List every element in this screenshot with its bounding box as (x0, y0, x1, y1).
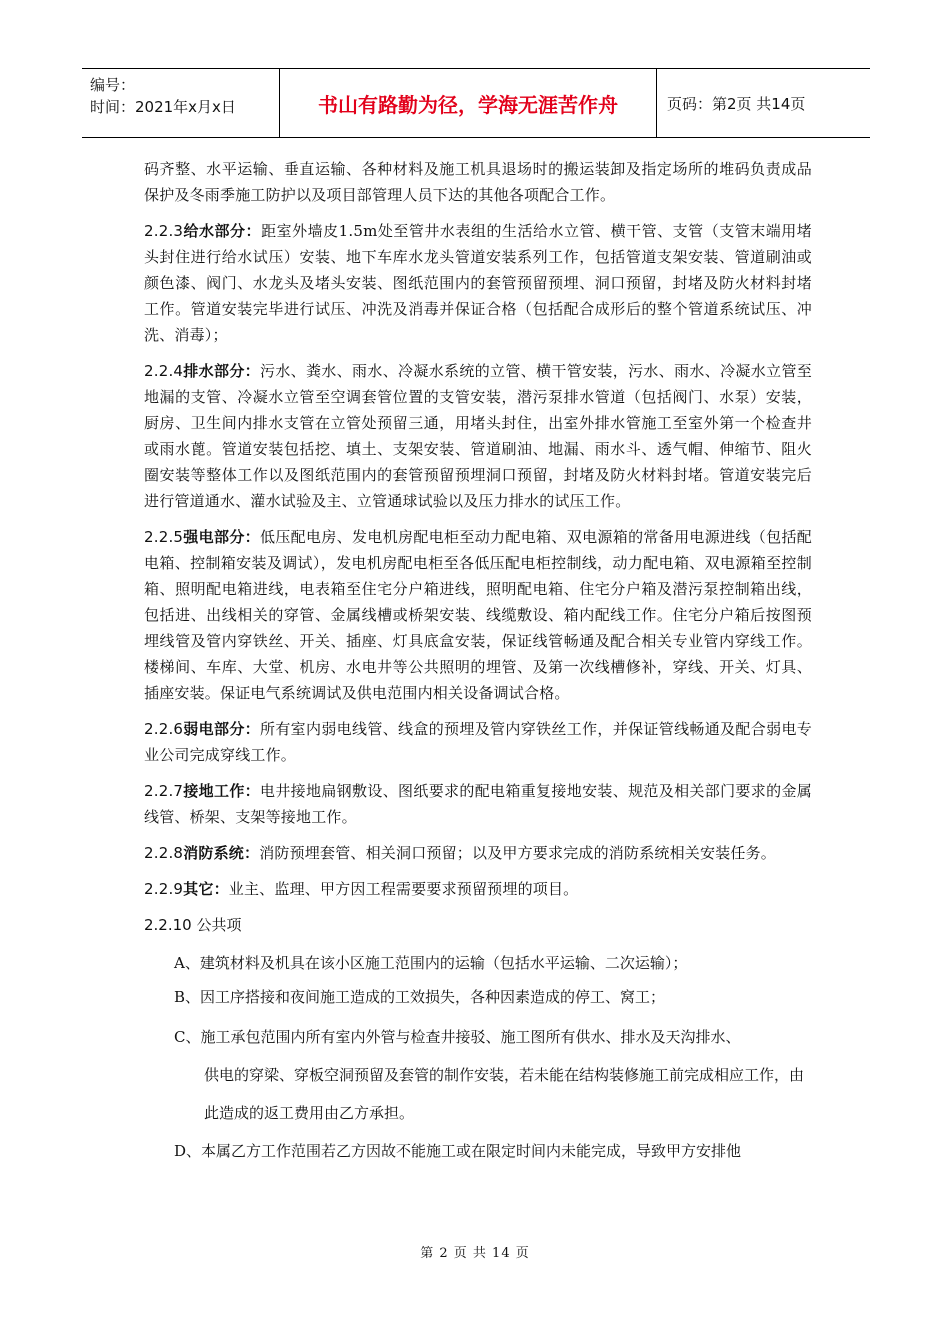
public-item-b: B、因工序搭接和夜间施工造成的工效损失，各种因素造成的停工、窝工； (174, 988, 666, 1006)
intro-paragraph: 码齐整、水平运输、垂直运输、各种材料及施工机具退场时的搬运装卸及指定场所的堆码负责成品保护及冬雨季施工防护以及项目部管理人员下达的其他各项配合工作。 (144, 160, 812, 204)
section-title: 消防系统： (183, 844, 260, 862)
section-2-2-8 (144, 840, 812, 866)
section-text: 所有室内弱电线管、线盒的预埋及管内穿铁丝工作，并保证管线畅通及配合弱电专业公司完成穿线工作。 (144, 720, 812, 764)
header-motto: 书山有路勤为径，学海无涯苦作舟 (280, 69, 657, 137)
public-item-a: A、建筑材料及机具在该小区施工范围内的运输（包括水平运输、二次运输）； (174, 954, 688, 972)
section-2-2-9 (144, 876, 812, 902)
public-item-c-continuation: 供电的穿梁、穿板空洞预留及套管的制作安装，若未能在结构装修施工前完成相应工作，由此造成的返工费用由乙方承担。 (204, 1066, 805, 1122)
section-text: 距室外墙皮1.5m处至管井水表组的生活给水立管、横干管、支管（支管末端用堵头封住进行给水试压）安装、地下车库水龙头管道安装系列工作，包括管道支架安装、管道刷油或颜色漆、阀门、水龙头及堵头安装、图纸范围内的套管预留预埋、洞口预留，封堵及防火材料封堵工作。管道安装完毕进行试压、冲洗及消毒并保证合格（包括配合成形后的整个管道系统试压、冲洗、消毒）； (144, 222, 812, 344)
section-number: 2.2.7 (144, 782, 184, 800)
header-meta (82, 69, 280, 137)
section-title: 接地工作： (183, 782, 260, 800)
document-number: 编号： (90, 76, 136, 94)
section-title: 排水部分： (183, 362, 260, 380)
public-item-c-first-line: C、施工承包范围内所有室内外管与检查井接驳、施工图所有供水、排水及天沟排水、 (174, 1028, 741, 1046)
public-item-d: D、本属乙方工作范围若乙方因故不能施工或在限定时间内未能完成，导致甲方安排他 (174, 1142, 742, 1160)
section-number: 2.2.3 (144, 222, 184, 240)
section-text: 消防预埋套管、相关洞口预留；以及甲方要求完成的消防系统相关安装任务。 (259, 844, 776, 862)
document-date: 时间：2021年x月x日 (90, 98, 236, 116)
section-number: 2.2.6 (144, 720, 184, 738)
section-title: 强电部分： (183, 528, 260, 546)
section-number: 2.2.9 (144, 880, 184, 898)
section-2-2-5 (144, 524, 812, 706)
section-2-2-6 (144, 716, 812, 768)
page-footer: 第 2 页 共 14 页 (420, 1246, 530, 1261)
document-body (144, 156, 812, 1172)
section-text: 电井接地扁钢敷设、图纸要求的配电箱重复接地安装、规范及相关部门要求的金属线管、桥架、支架等接地工作。 (144, 782, 812, 826)
section-2-2-7 (144, 778, 812, 830)
section-number: 2.2.8 (144, 844, 184, 862)
section-2-2-3 (144, 218, 812, 348)
section-number: 2.2.4 (144, 362, 184, 380)
page-header (82, 68, 870, 138)
header-page-info: 页码：第2页 共14页 (667, 94, 806, 113)
section-title: 给水部分： (183, 222, 262, 240)
section-text: 污水、粪水、雨水、冷凝水系统的立管、横干管安装，污水、雨水、冷凝水立管至地漏的支管、冷凝水立管至空调套管位置的支管安装，潜污泵排水管道（包括阀门、水泵）安装，厨房、卫生间内排水支管在立管处预留三通，用堵头封住，出室外排水管施工至室外第一个检查井或雨水蓖。管道安装包括挖、填土、支架安装、管道刷油、地漏、雨水斗、透气帽、伸缩节、阻火圈安装等整体工作以及图纸范围内的套管预留预埋洞口预留，封堵及防火材料封堵。管道安装完后进行管道通水、灌水试验及主、立管通球试验以及压力排水的试压工作。 (144, 362, 812, 510)
public-items-heading: 2.2.10 公共项 (144, 916, 242, 934)
section-title: 其它： (183, 880, 229, 898)
public-item-c (174, 1018, 812, 1132)
section-number: 2.2.5 (144, 528, 184, 546)
section-text: 低压配电房、发电机房配电柜至动力配电箱、双电源箱的常备用电源进线（包括配电箱、控制箱安装及调试），发电机房配电柜至各低压配电柜控制线，动力配电箱、双电源箱至控制箱、照明配电箱进线，电表箱至住宅分户箱进线，照明配电箱、住宅分户箱及潜污泵控制箱出线，包括进、出线相关的穿管、金属线槽或桥架安装、线缆敷设、箱内配线工作。住宅分户箱后按图预埋线管及管内穿铁丝、开关、插座、灯具底盒安装，保证线管畅通及配合相关专业管内穿线工作。楼梯间、车库、大堂、机房、水电井等公共照明的埋管、及第一次线槽修补，穿线、开关、灯具、插座安装。保证电气系统调试及供电范围内相关设备调试合格。 (144, 528, 812, 702)
section-text: 业主、监理、甲方因工程需要要求预留预埋的项目。 (228, 880, 579, 898)
section-2-2-4 (144, 358, 812, 514)
section-title: 弱电部分： (183, 720, 260, 738)
